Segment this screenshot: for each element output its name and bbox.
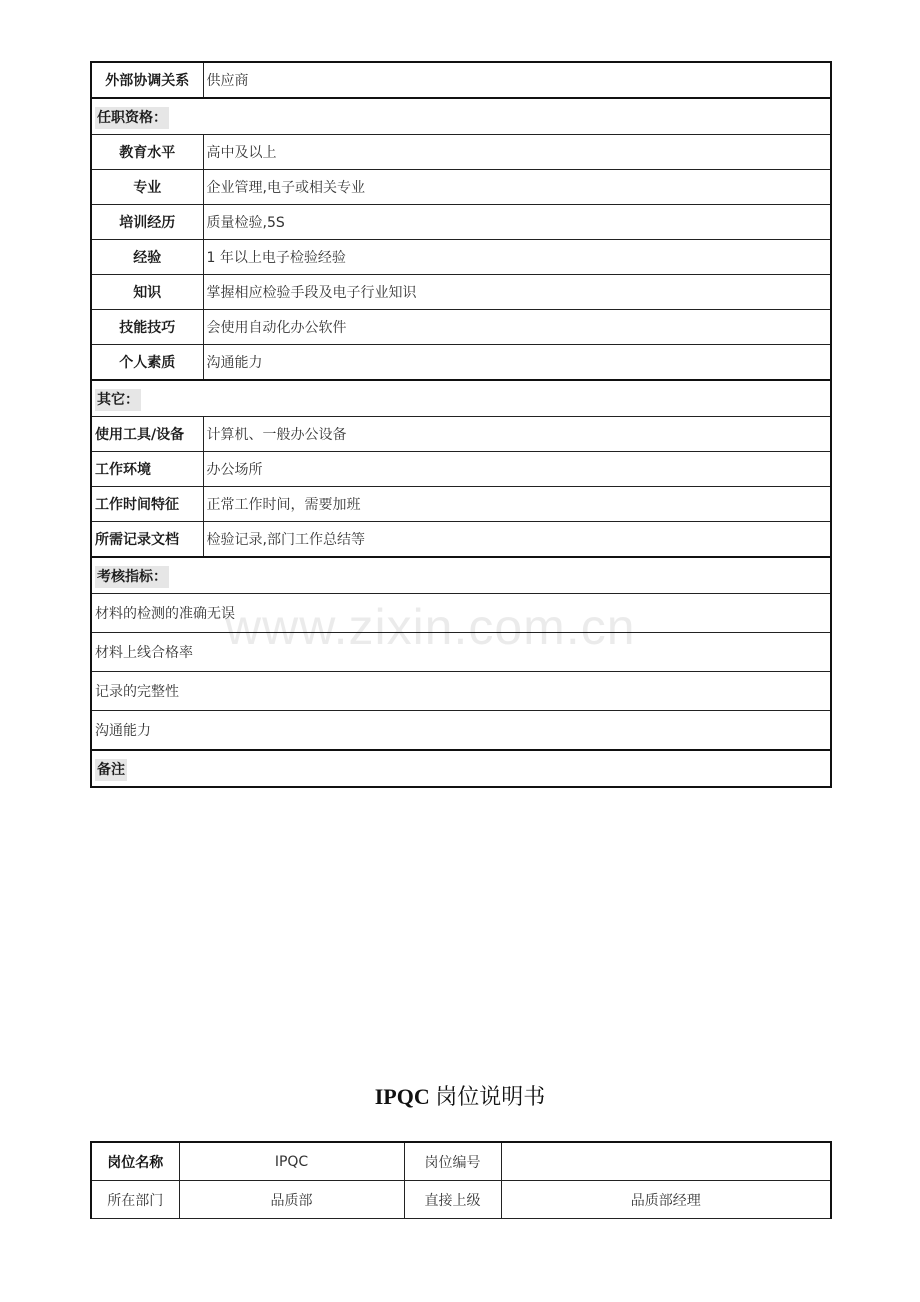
work-time-label: 工作时间特征 bbox=[91, 487, 203, 522]
external-relations-value: 供应商 bbox=[203, 62, 831, 98]
position-name-value: IPQC bbox=[179, 1142, 404, 1181]
kpi-item: 材料的检测的准确无误 bbox=[91, 594, 831, 633]
experience-value: 1 年以上电子检验经验 bbox=[203, 240, 831, 275]
kpi-item: 记录的完整性 bbox=[91, 672, 831, 711]
training-label: 培训经历 bbox=[91, 205, 203, 240]
training-value: 质量检验,5S bbox=[203, 205, 831, 240]
position-number-value bbox=[501, 1142, 831, 1181]
documents-label: 所需记录文档 bbox=[91, 522, 203, 558]
work-time-value: 正常工作时间，需要加班 bbox=[203, 487, 831, 522]
job-description-table bbox=[90, 61, 832, 788]
kpi-item: 材料上线合格率 bbox=[91, 633, 831, 672]
education-value: 高中及以上 bbox=[203, 135, 831, 170]
document-title bbox=[0, 1080, 920, 1111]
kpi-heading: 考核指标： bbox=[91, 557, 831, 594]
department-value: 品质部 bbox=[179, 1181, 404, 1219]
position-info-table bbox=[90, 1141, 832, 1219]
education-label: 教育水平 bbox=[91, 135, 203, 170]
department-label: 所在部门 bbox=[91, 1181, 179, 1219]
major-value: 企业管理,电子或相关专业 bbox=[203, 170, 831, 205]
personal-quality-value: 沟通能力 bbox=[203, 345, 831, 381]
knowledge-value: 掌握相应检验手段及电子行业知识 bbox=[203, 275, 831, 310]
experience-label: 经验 bbox=[91, 240, 203, 275]
supervisor-label: 直接上级 bbox=[404, 1181, 501, 1219]
watermark: www.zixin.com.cn bbox=[225, 599, 636, 655]
kpi-item: 沟通能力 bbox=[91, 711, 831, 751]
environment-label: 工作环境 bbox=[91, 452, 203, 487]
personal-quality-label: 个人素质 bbox=[91, 345, 203, 381]
supervisor-value: 品质部经理 bbox=[501, 1181, 831, 1219]
position-name-label: 岗位名称 bbox=[91, 1142, 179, 1181]
title-cn: 岗位说明书 bbox=[435, 1084, 546, 1109]
major-label: 专业 bbox=[91, 170, 203, 205]
title-latin: IPQC bbox=[374, 1084, 430, 1109]
knowledge-label: 知识 bbox=[91, 275, 203, 310]
documents-value: 检验记录,部门工作总结等 bbox=[203, 522, 831, 558]
remarks-heading: 备注 bbox=[91, 750, 831, 787]
environment-value: 办公场所 bbox=[203, 452, 831, 487]
external-relations-label: 外部协调关系 bbox=[91, 62, 203, 98]
tools-label: 使用工具/设备 bbox=[91, 417, 203, 452]
qualifications-heading: 任职资格： bbox=[91, 98, 831, 135]
position-number-label: 岗位编号 bbox=[404, 1142, 501, 1181]
skills-label: 技能技巧 bbox=[91, 310, 203, 345]
other-heading: 其它： bbox=[91, 380, 831, 417]
skills-value: 会使用自动化办公软件 bbox=[203, 310, 831, 345]
tools-value: 计算机、一般办公设备 bbox=[203, 417, 831, 452]
